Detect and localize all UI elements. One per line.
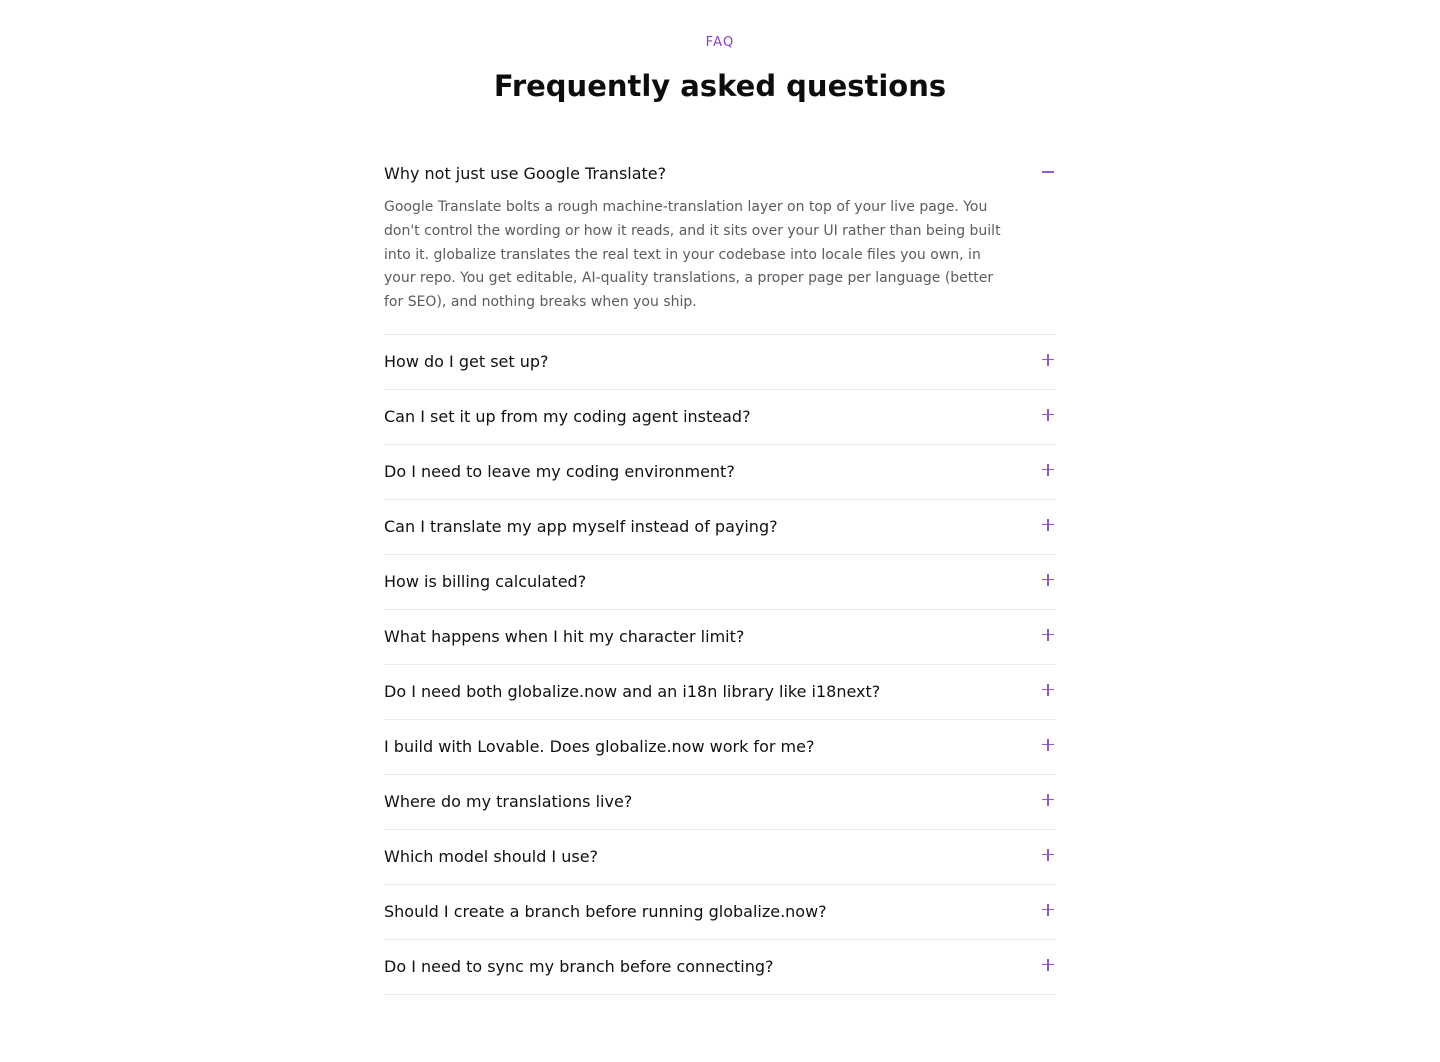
plus-icon[interactable] xyxy=(1041,518,1055,532)
faq-question-button[interactable] xyxy=(384,665,1056,719)
plus-icon[interactable] xyxy=(1041,463,1055,477)
faq-question-text: What happens when I hit my character limit? xyxy=(384,627,745,647)
faq-item xyxy=(384,665,1056,720)
faq-question-text: How do I get set up? xyxy=(384,352,549,372)
plus-icon[interactable] xyxy=(1041,738,1055,752)
faq-eyebrow: FAQ xyxy=(705,35,735,50)
faq-question-button[interactable] xyxy=(384,390,1056,444)
faq-question-text: Can I translate my app myself instead of paying? xyxy=(384,517,778,537)
faq-question-text: Which model should I use? xyxy=(384,847,599,867)
faq-item xyxy=(384,610,1056,665)
faq-question-text: Do I need to leave my coding environment? xyxy=(384,462,735,482)
faq-question-button[interactable] xyxy=(384,610,1056,664)
faq-question-button[interactable] xyxy=(384,445,1056,499)
faq-answer: Google Translate bolts a rough machine-translation layer on top of your live page. You don't control the wording or how it reads, and it sits over your UI rather than being built into it. globalize translates the real text in your codebase into locale files you own, in your repo. You get editable, AI-quality translations, a proper page per language (better for SEO), and nothing breaks when you ship. xyxy=(384,199,1001,311)
faq-item xyxy=(384,830,1056,885)
faq-question-button[interactable] xyxy=(384,150,1056,193)
faq-question-button[interactable] xyxy=(384,940,1056,994)
faq-question-text: How is billing calculated? xyxy=(384,572,587,592)
faq-question-button[interactable] xyxy=(384,335,1056,389)
faq-question-button[interactable] xyxy=(384,720,1056,774)
faq-item xyxy=(384,775,1056,830)
faq-item xyxy=(384,390,1056,445)
faq-question-text: I build with Lovable. Does globalize.now work for me? xyxy=(384,737,815,757)
faq-question-button[interactable] xyxy=(384,500,1056,554)
faq-question-button[interactable] xyxy=(384,885,1056,939)
faq-item xyxy=(384,335,1056,390)
plus-icon[interactable] xyxy=(1041,958,1055,972)
faq-question-button[interactable] xyxy=(384,775,1056,829)
plus-icon[interactable] xyxy=(1041,683,1055,697)
faq-item xyxy=(384,885,1056,940)
plus-icon[interactable] xyxy=(1041,573,1055,587)
faq-question-text: Should I create a branch before running globalize.now? xyxy=(384,902,827,922)
page-title: Frequently asked questions xyxy=(493,69,947,103)
faq-question-text: Where do my translations live? xyxy=(384,792,633,812)
faq-question-button[interactable] xyxy=(384,555,1056,609)
faq-question-text: Do I need both globalize.now and an i18n library like i18next? xyxy=(384,682,881,702)
faq-question-text: Can I set it up from my coding agent instead? xyxy=(384,407,751,427)
faq-section xyxy=(384,0,1056,995)
plus-icon[interactable] xyxy=(1041,353,1055,367)
faq-item xyxy=(384,720,1056,775)
faq-question-text: Do I need to sync my branch before connecting? xyxy=(384,957,774,977)
plus-icon[interactable] xyxy=(1041,628,1055,642)
faq-item xyxy=(384,500,1056,555)
faq-item xyxy=(384,445,1056,500)
faq-list xyxy=(384,150,1056,995)
faq-item xyxy=(384,940,1056,995)
faq-item xyxy=(384,150,1056,335)
plus-icon[interactable] xyxy=(1041,793,1055,807)
plus-icon[interactable] xyxy=(1041,848,1055,862)
plus-icon[interactable] xyxy=(1041,903,1055,917)
faq-question-button[interactable] xyxy=(384,830,1056,884)
faq-item xyxy=(384,555,1056,610)
minus-icon[interactable] xyxy=(1041,165,1055,179)
faq-question-text: Why not just use Google Translate? xyxy=(384,164,667,183)
plus-icon[interactable] xyxy=(1041,408,1055,422)
